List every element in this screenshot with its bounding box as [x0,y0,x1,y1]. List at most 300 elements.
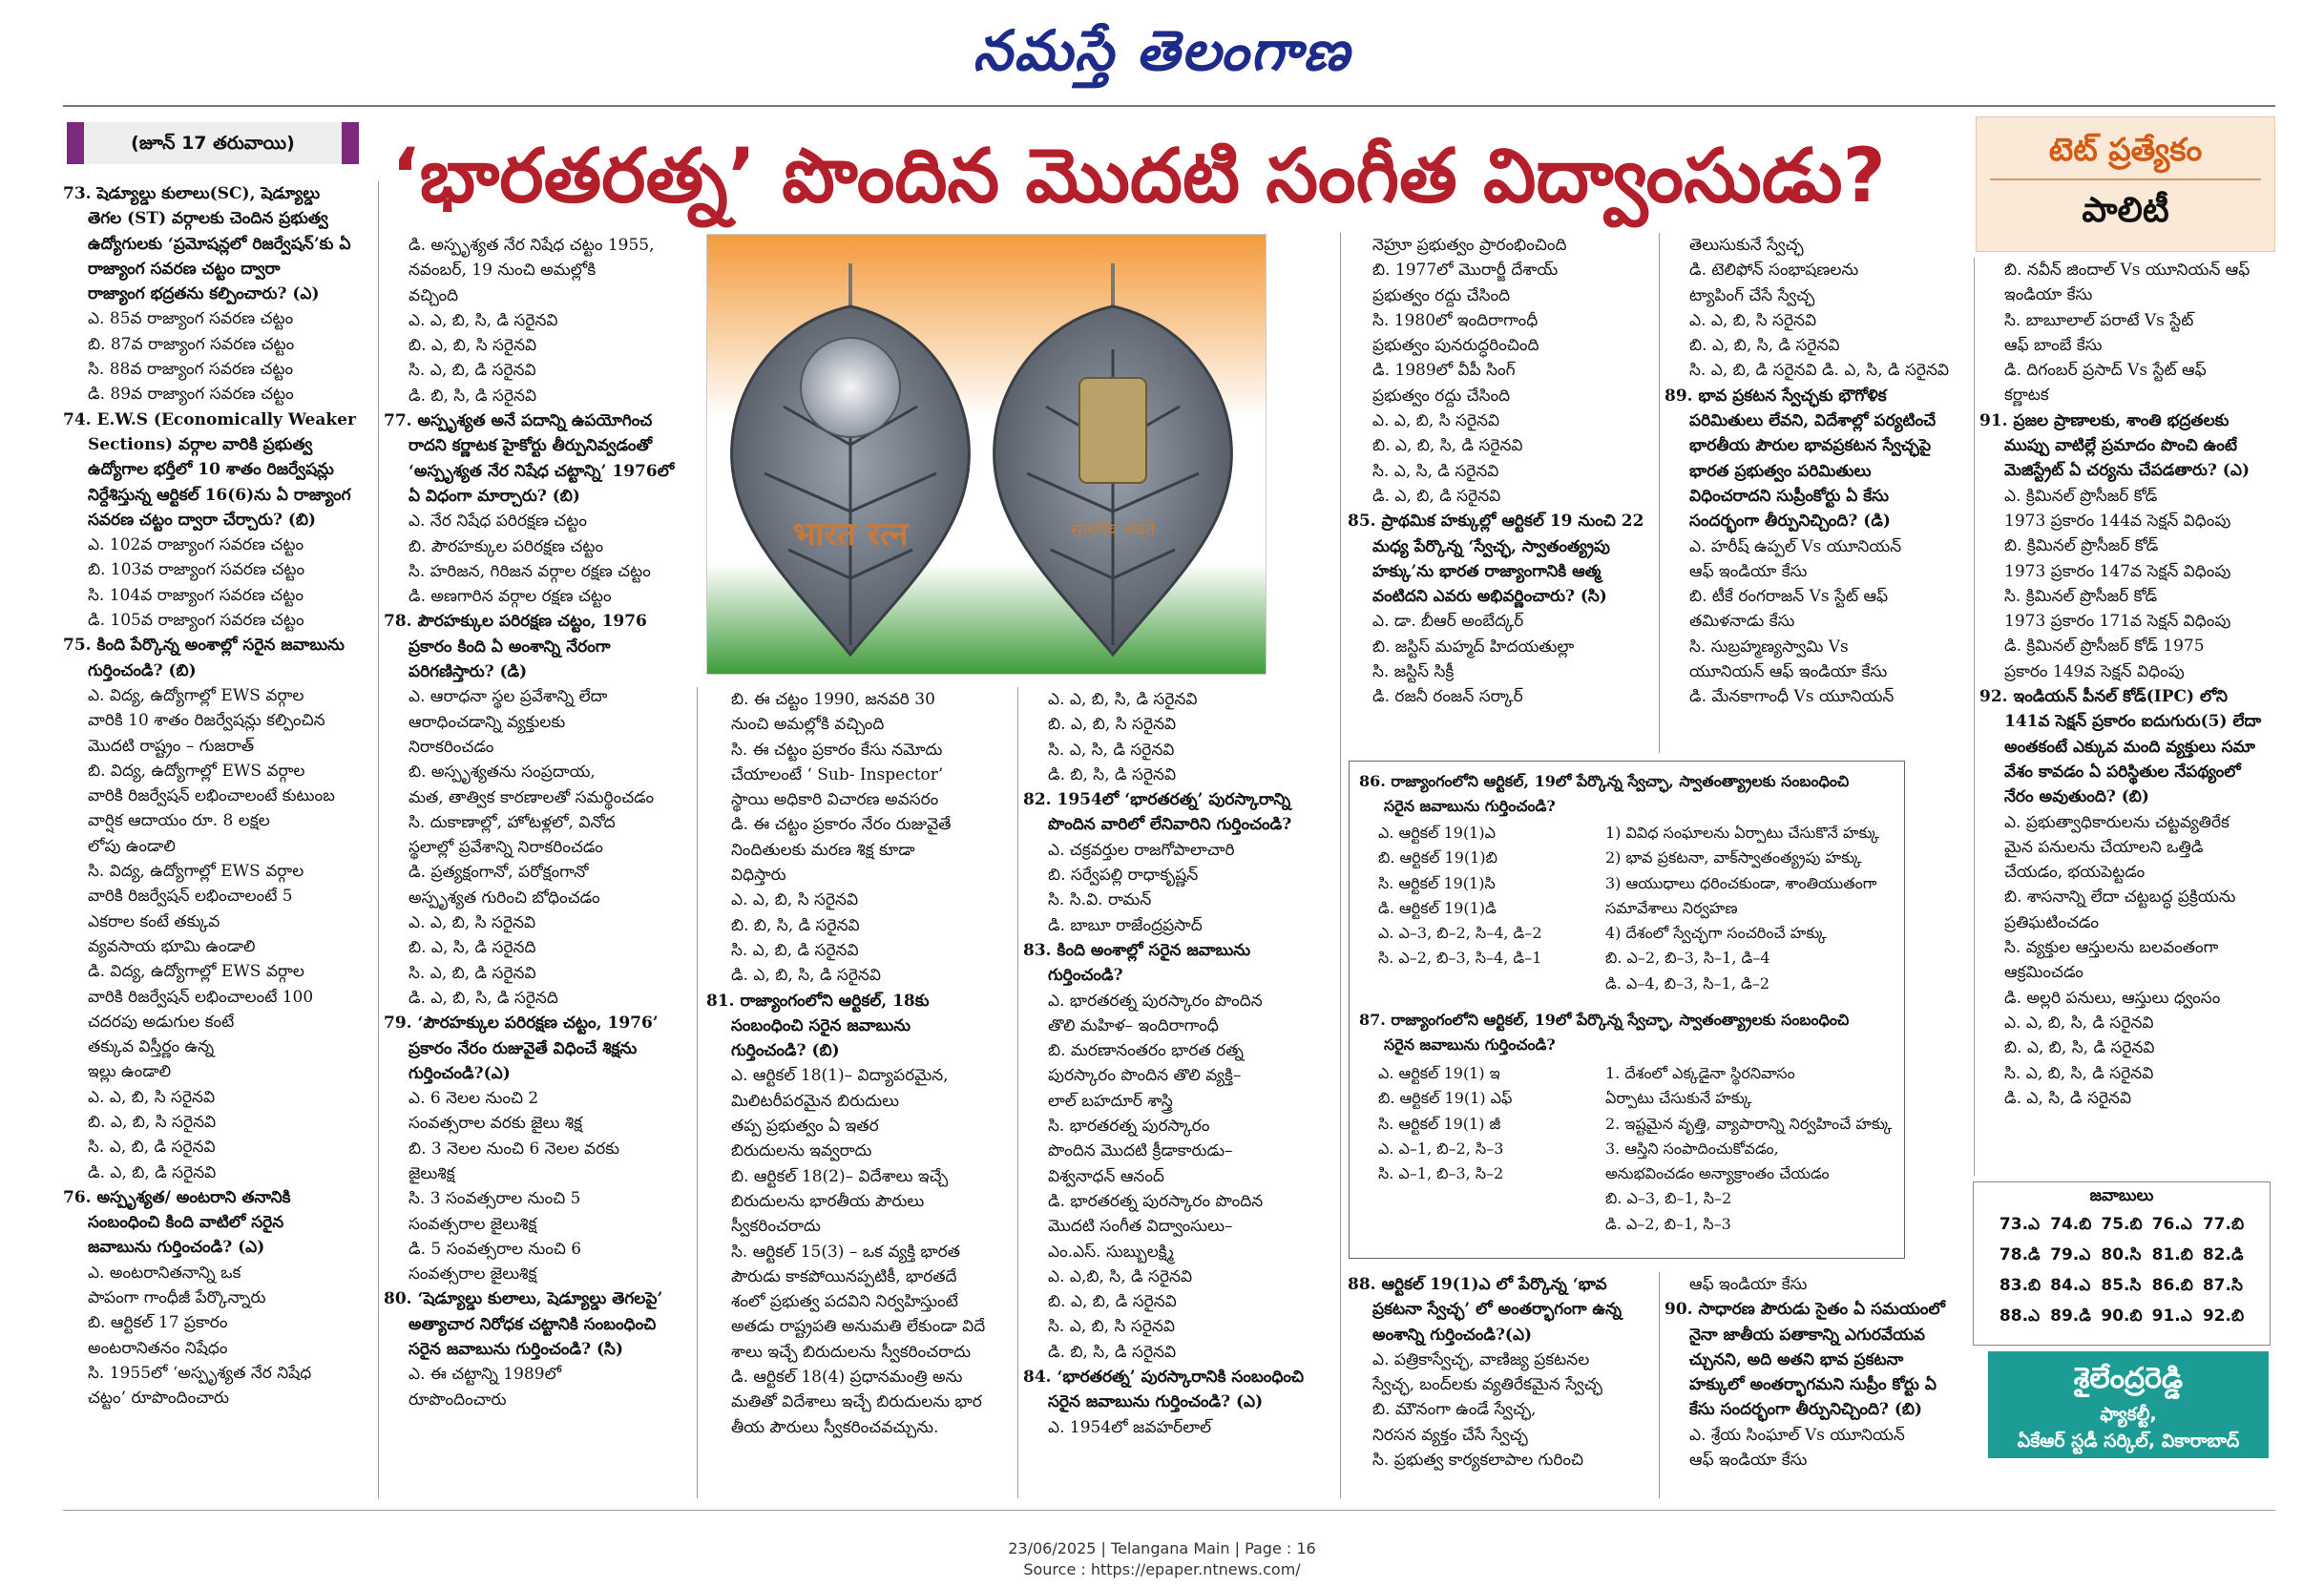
text-line: తొలి మహిళ– ఇందిరాగాంధీ [1048,1015,1219,1035]
text-line: సవరణ చట్టం ద్వారా చేర్చారు? (బి) [88,510,317,530]
text-line: 77.బి [2202,1215,2245,1234]
text-line: గుర్తించండి?(ఎ) [408,1063,511,1083]
text-line: 2. ఇష్టమైన వృత్తి, వ్యాపారాన్ని నిర్వహించే హక్కు [1605,1114,1893,1133]
masthead: నమస్తే తెలంగాణ [973,18,1351,83]
text-line: తక్కువ విస్తీర్ణం ఉన్న [88,1037,215,1057]
column-rule [1017,687,1018,1498]
text-line: బి. 3 నెలల నుంచి 6 నెలల వరకు [408,1139,620,1159]
text-line: సి. 88వ రాజ్యాంగ సవరణ చట్టం [88,360,294,380]
text-line: సి. ప్రభుత్వ కార్యకలాపాల గురించి [1372,1451,1584,1471]
text-line: నెహ్రూ ప్రభుత్వం ప్రారంభించింది [1372,236,1567,255]
text-line: 76.ఎ [2151,1215,2192,1234]
text-line: 80.సి [2101,1245,2142,1264]
text-line: మిలిటరీపరమైన బిరుదులు [731,1091,900,1111]
text-line: పౌరుడు కాకపోయినప్పటికీ, భారతదే [731,1266,957,1286]
text-line: పొందిన వారిలో లేనివారిని గుర్తించండి? [1048,815,1292,835]
text-line: డి. ఎ, బి, సి, డి సరైనది [408,988,558,1008]
text-line: బి. టీకే రంగరాజన్ Vs స్టేట్ ఆఫ్ [1689,587,1889,607]
text-line: వార్షిక ఆదాయం రూ. 8 లక్షల [88,811,270,831]
text-line: సంవత్సరాల జైలుశిక్ష [408,1214,537,1234]
text-line: బి. 1977లో మొరార్జీ దేశాయ్ [1372,261,1559,281]
continuation-badge: (జూన్ 17 తరువాయి) [67,122,359,164]
text-line: బి. సర్వేపల్లి రాధాకృష్ణన్ [1048,866,1199,886]
text-line: సంవత్సరాల జైలుశిక్ష [408,1264,537,1285]
text-line: రాజ్యాంగ భద్రతను కల్పించారు? (ఎ) [88,284,320,304]
text-line: ఎ. శ్రేయ సింఘాల్ Vs యూనియన్ [1689,1425,1905,1445]
text-line: పొందిన మొదటి క్రీడాకారుడు– [1048,1141,1233,1161]
text-line: ఎ. 85వ రాజ్యాంగ సవరణ చట్టం [88,309,294,329]
text-line: బి. క్రిమినల్ ప్రొసీజర్ కోడ్ [2004,536,2159,556]
text-line: లాల్ బహదూర్ శాస్త్రి [1048,1091,1173,1111]
text-line: యూనియన్ ఆఫ్ ఇండియా కేసు [1689,662,1888,682]
text-line: ఎ. డా. బీఆర్ అంబేద్కర్ [1372,612,1524,632]
text-line: తమిళనాడు కేసు [1689,612,1795,632]
matching-questions-box [1349,761,1905,1259]
text-line: గుర్తించండి? [1048,966,1123,986]
text-line: నిరసన వ్యక్తం చేసే స్వేచ్ఛ [1372,1425,1528,1445]
answer-key [1973,1181,2271,1346]
text-line: ఆఫ్ ఇండియా కేసు [1689,1275,1808,1294]
text-line: బి. ఎ–2, బి–3, సి–1, డి–4 [1605,949,1770,968]
text-line: సి. బాబూలాల్ పరాటే Vs స్టేట్ [2004,310,2194,330]
text-line: సరైన జవాబును గుర్తించండి? (సి) [408,1340,623,1360]
text-line: డి. టెలిఫోన్ సంభాషణలను [1689,261,1859,281]
text-line: చేయాలంటే ‘ Sub- Inspector’ [731,764,944,784]
text-line: డి. ఎ, సి, డి సరైనవి [2004,1088,2132,1108]
column-3 [706,687,1014,1498]
text-line: 77. అస్పృశ్యత అనే పదాన్ని ఉపయోగించ [384,411,653,431]
special-title: టెట్ ప్రత్యేకం [2048,131,2203,168]
text-line: 73. షెడ్యూల్డు కులాలు(SC), షెడ్యూల్డు [63,184,321,203]
text-line: స్థాయి అధికారి విచారణ అవసరం [731,790,939,810]
text-line: ఏర్పాటు చేసుకునే హక్కు [1605,1089,1752,1108]
column-rule [1659,1272,1660,1498]
text-line: బి. 103వ రాజ్యాంగ సవరణ చట్టం [88,560,305,580]
text-line: 1973 ప్రకారం 171వ సెక్షన్ విధింపు [2004,612,2231,632]
text-line: 91.ఎ [2151,1306,2192,1326]
text-line: ఎ. హరీష్ ఉప్పల్ Vs యూనియన్ [1689,536,1902,556]
text-line: 3. ఆస్తిని సంపాదించుకోవడం, [1605,1139,1779,1158]
text-line: నిర్దేశిస్తున్న ఆర్టికల్ 16(6)ను ఏ రాజ్యాంగ [88,485,351,505]
text-line: 88. ఆర్టికల్ 19(1)ఎ లో పేర్కొన్న ‘భావ [1348,1275,1607,1294]
text-line: ఆక్రమించడం [2004,963,2083,983]
text-line: ముప్పు వాటిల్లే ప్రమాదం పొంచి ఉంటే [2004,436,2238,456]
text-line: ప్రభుత్వం పునరుద్ధరించింది [1372,336,1539,356]
text-line: ఎ. ఎ, బి, సి సరైనవి [88,1087,216,1107]
text-line: చేయడం, భయపెట్టడం [2004,863,2146,883]
text-line: స్వీకరించరాదు [731,1217,821,1237]
special-box [1976,116,2275,252]
text-line: బి. 87వ రాజ్యాంగ సవరణ చట్టం [88,334,295,354]
text-line: ఎ. నేర నిషేధ పరిరక్షణ చట్టం [408,512,588,532]
text-line: ప్రభుత్వం రద్దు చేసింది [1372,285,1511,305]
text-line: విధించరాదని సుప్రీంకోర్టు ఏ కేసు [1689,486,1889,506]
text-line: బి. శాసనాన్ని లేదా చట్టబద్ధ ప్రక్రియను [2004,888,2236,908]
text-line: డి. ప్రత్యక్షంగానో, పరోక్షంగానో [408,863,589,883]
text-line: సి. ఎ, బి, డి సరైనవి [408,361,536,381]
text-line: సి. 1955లో ‘అస్పృశ్యత నేర నిషేధ [88,1363,312,1383]
text-line: సందర్భంగా తీర్పునిచ్చింది? (డి) [1689,512,1891,532]
text-line: ఎ. అంటరానితనాన్ని ఒక [88,1263,241,1283]
column-6-bottom [1664,1272,1970,1498]
text-line: ప్రకారం నేరం రుజువైతే విధించే శిక్షను [408,1038,638,1058]
author-role: ఫ్యాకల్టీ, [2100,1404,2157,1425]
text-line: ఎ. విద్య, ఉద్యోగాల్లో EWS వర్గాల [88,685,304,705]
text-line: బి. ఎ, బి, సి సరైనవి [1048,715,1177,735]
text-line: బి. జస్టిస్ మహ్మద్ హిదయతుల్లా [1372,637,1575,657]
text-line: ఎ. ఎ–1, బి–2, సి–3 [1378,1139,1504,1158]
text-line: అంతకంటే ఎక్కువ మంది వ్యక్తులు సమా [2004,737,2255,757]
text-line: 2) భావ ప్రకటనా, వాక్‌స్వాతంత్య్రపు హక్కు [1605,848,1862,867]
text-line: సి. ఎ–2, బి–3, సి–4, డి–1 [1378,949,1542,968]
text-line: సి. విద్య, ఉద్యోగాల్లో EWS వర్గాల [88,862,304,882]
text-line: బి. బి, సి, డి సరైనవి [731,915,860,935]
text-line: సి. దుకాణాల్లో, హోటళ్లలో, వినోద [408,812,616,832]
answer-key-title: జవాబులు [2089,1186,2154,1205]
text-line: 84.ఎ [2050,1276,2091,1295]
text-line: తెలుసుకునే స్వేచ్ఛ [1689,236,1804,255]
text-line: సి. 1980లో ఇందిరాగాంధీ [1372,310,1539,330]
text-line: ఎ. ఎ, బి, సి సరైనవి [1689,310,1817,330]
text-line: 1. దేశంలో ఎక్కడైనా స్థిరనివాసం [1605,1064,1795,1082]
text-line: ఎ. ఎ, బి, సి, డి సరైనవి [2004,1013,2154,1033]
text-line: 78. పౌరహక్కుల పరిరక్షణ చట్టం, 1976 [384,612,647,632]
text-line: 3) ఆయుధాలు ధరించకుండా, శాంతియుతంగా [1605,873,1877,892]
text-line: సి. ఎ, బి, సి, డి సరైనవి [2004,1063,2154,1083]
text-line: 81. రాజ్యాంగంలోని ఆర్టికల్, 18కు [706,991,930,1011]
text-line: నిందితులకు మరణ శిక్ష కూడా [731,840,915,860]
bharat-ratna-medal-photo [706,234,1267,675]
text-line: ఎ. 102వ రాజ్యాంగ సవరణ చట్టం [88,535,304,555]
text-line: ఉద్యోగాల భర్తీలో 10 శాతం రిజర్వేషన్లు [88,460,334,480]
text-line: భారత ప్రభుత్వం పరిమితులు [1689,461,1872,481]
text-line: సి. ఆర్టికల్ 15(3) – ఒక వ్యక్తి భారత [731,1242,960,1262]
text-line: డి. బి, సి, డి సరైనవి [408,386,537,406]
text-line: 87.సి [2202,1276,2243,1295]
text-line: ఎ. ఎ, బి, సి, డి సరైనవి [1048,690,1198,709]
text-line: ఎ. ఎ–3, బి–2, సి–4, డి–2 [1378,924,1542,943]
text-line: విధిస్తారు [731,866,786,886]
text-line: సి. 104వ రాజ్యాంగ సవరణ చట్టం [88,585,304,605]
text-line: బి. ఆర్టికల్ 17 ప్రకారం [88,1313,228,1333]
text-line: ఎ. చక్రవర్తుల రాజగోపాలాచారి [1048,840,1235,860]
text-line: మధ్య పేర్కొన్న ‘స్వేచ్ఛ, స్వాతంత్య్రపు [1372,536,1610,556]
text-line: మతితో విదేశాలు ఇచ్చే బిరుదులను భార [731,1392,982,1412]
text-line: బి. ఆర్టికల్ 18(2)– విదేశాలు ఇచ్చే [731,1166,949,1186]
text-line: పాపంగా గాంధీజీ పేర్కొన్నారు [88,1288,266,1308]
text-line: డి. బి, సి, డి సరైనవి [1048,764,1177,784]
text-line: గుర్తించండి? (బి) [88,660,197,680]
text-line: వేశం కావడం ఏ పరిస్థితుల నేపథ్యంలో [2004,762,2241,782]
text-line: విశ్వనాధన్ ఆనంద్ [1048,1166,1164,1186]
text-line: రాజ్యాంగ సవరణ చట్టం ద్వారా [88,259,281,279]
text-line: డి. ఈ చట్టం ప్రకారం నేరం రుజువైతే [731,815,952,835]
text-line: లోపు ఉండాలి [88,836,176,856]
text-line: ట్యాపింగ్ చేసే స్వేచ్ఛ [1689,285,1815,305]
text-line: Sections) వర్గాల వారికి ప్రభుత్వ [88,434,313,454]
text-line: డి. క్రిమినల్ ప్రొసీజర్ కోడ్ 1975 [2004,637,2205,657]
text-line: సంబంధించి కింది వాటిలో సరైన [88,1213,284,1233]
author-box [1988,1351,2269,1458]
text-line: రూపొందించారు [408,1390,507,1410]
text-line: అంటరానితనం నిషేధం [88,1338,228,1358]
text-line: ఎ. ఈ చట్టాన్ని 1989లో [408,1365,562,1385]
special-subject: పాలిటీ [2082,191,2169,230]
text-line: డి. ఎ, బి, డి సరైనవి [1372,486,1501,506]
text-line: సంబంధించి సరైన జవాబును [731,1015,911,1035]
text-line: పురస్కారం పొందిన తొలి వ్యక్తి– [1048,1066,1242,1086]
text-line: ఎ. ఎ, బి, సి సరైనవి [1372,411,1500,431]
text-line: ఇండియా కేసు [2004,285,2093,305]
column-4 [1023,687,1338,1498]
text-line: సి. ఎ–1, బి–3, సి–2 [1378,1164,1504,1183]
text-line: నిరాకరించడం [408,737,494,757]
q86-heading [1359,769,1895,823]
text-line: ఉద్యోగులకు ‘ప్రమోషన్లలో రిజర్వేషన్’కు ఏ [88,234,351,254]
column-rule [1659,233,1660,753]
column-5-bottom [1348,1272,1653,1498]
text-line: చదరపు అడుగుల కంటే [88,1012,235,1032]
text-line: వారికి రిజర్వేషన్ లభించాలంటే కుటుంబ [88,786,335,806]
text-line: వ్యవసాయ భూమి ఉండాలి [88,936,256,956]
text-line: 86. రాజ్యాంగంలోని ఆర్టికల్, 19లో పేర్కొన్న స్వేచ్ఛా, స్వాతంత్య్రాలకు సంబంధించి [1359,772,1850,790]
author-org: ఏకేఆర్ స్టడీ సర్కిల్, వికారాబాద్ [2017,1431,2240,1452]
text-line: 92.బి [2202,1306,2245,1326]
text-line: హక్కు’ను భారత రాజ్యాంగానికి ఆత్మ [1372,561,1602,581]
text-line: జవాబును గుర్తించండి? (ఎ) [88,1238,265,1258]
text-line: సి. భారతరత్న పురస్కారం [1048,1117,1210,1137]
text-line: బి. ఆర్టికల్ 19(1) ఎఫ్ [1378,1089,1513,1108]
text-line: 92. ఇండియన్ పీనల్ కోడ్(IPC) లోని [1979,687,2228,707]
medal-illustration [707,235,1266,674]
text-line: నవంబర్, 19 నుంచి అమల్లోకి [408,261,597,281]
text-line: డి. 89వ రాజ్యాంగ సవరణ చట్టం [88,385,294,405]
text-line: సి. వ్యక్తుల ఆస్తులను బలవంతంగా [2004,938,2219,958]
text-line: ప్రకారం కింది ఏ అంశాన్ని నేరంగా [408,637,611,657]
text-line: సి. ఎ, సి, డి సరైనవి [1372,461,1499,481]
text-line: గుర్తించండి? (బి) [731,1041,840,1061]
text-line: డి. అల్లరి పనులు, ఆస్తులు ధ్వంసం [2004,988,2221,1008]
text-line: 1973 ప్రకారం 147వ సెక్షన్ విధింపు [2004,561,2231,581]
q87-left [1378,1061,1602,1247]
text-line: 90. సాధారణ పౌరుడు సైతం ఏ సమయంలో [1664,1300,1945,1320]
text-line: మెజిస్ట్రేట్ ఏ చర్యను చేపడతారు? (ఎ) [2004,461,2250,481]
text-line: ఎ. ఎ, బి, సి సరైనవి [408,913,536,933]
text-line: డి. ఎ–4, బి–3, సి–1, డి–2 [1605,973,1770,992]
text-line: ఎ. పత్రికాస్వేచ్ఛ, వాణిజ్య ప్రకటనల [1372,1349,1590,1369]
text-line: ఎ. 6 నెలల నుంచి 2 [408,1089,539,1109]
column-1 [63,181,370,1498]
q86-left [1378,821,1602,1002]
text-line: నుంచి అమల్లోకి వచ్చింది [731,715,885,735]
column-rule [378,181,379,1498]
text-line: శంలో ప్రభుత్వ పదవిని నిర్వహిస్తుంటే [731,1292,958,1312]
text-line: 78.డి [1999,1245,2041,1264]
text-line: బి. విద్య, ఉద్యోగాల్లో EWS వర్గాల [88,761,305,781]
q87-heading [1359,1008,1895,1061]
text-line: అస్పృశ్యత గురించి బోధించడం [408,888,600,908]
text-line: అంశాన్ని గుర్తించండి?(ఎ) [1372,1325,1533,1345]
text-line: ఆరాధించడాన్ని వ్యక్తులకు [408,712,566,732]
text-line: సి. సి.వి. రామన్ [1048,890,1152,910]
text-line: వారికి రిజర్వేషన్ లభించాలంటే 5 [88,887,293,907]
text-line: ఎ. ఆర్టికల్ 18(1)– విద్యాపరమైన, [731,1066,949,1086]
text-line: 90.బి [2101,1306,2143,1326]
text-line: డి. బి, సి, డి సరైనవి [1048,1342,1177,1362]
text-line: సి. ఆర్టికల్ 19(1)సి [1378,873,1496,892]
text-line: ఎ. క్రిమినల్ ప్రొసీజర్ కోడ్ [2004,486,2158,506]
text-line: డి. ఆర్టికల్ 18(4) ప్రధానమంత్రి అను [731,1368,963,1388]
text-line: ఆఫ్ బాంబే కేసు [2004,335,2103,355]
text-line: మత, తాత్విక కారణాలతో సమర్థించడం [408,787,655,807]
text-line: సి. ఎ, బి, డి సరైనవి [408,963,536,983]
medal-right-text: सत्यमेव जयते [1070,520,1156,540]
text-line: ఎ. భారతరత్న పురస్కారం పొందిన [1048,991,1263,1011]
text-line: బి. ఎ–3, బి–1, సి–2 [1605,1189,1732,1208]
text-line: బి. ఎ, బి, సి సరైనవి [88,1112,217,1132]
text-line: డి. 5 సంవత్సరాల నుంచి 6 [408,1239,582,1259]
text-line: 89.డి [2050,1306,2091,1326]
text-line: రాదని కర్ణాటక హైకోర్టు తీర్పునివ్వడంతో [408,436,653,456]
text-line: బిరుదులను ఇవ్వరాదు [731,1141,872,1161]
text-line: డి. ఎ, బి, సి, డి సరైనవి [731,966,881,986]
column-5 [1348,233,1653,753]
text-line: 79.ఎ [2050,1245,2091,1264]
text-line: సరైన జవాబును గుర్తించండి? [1384,1035,1556,1055]
text-line: డి. భారతరత్న పురస్కారం పొందిన [1048,1191,1264,1211]
text-line: 87. రాజ్యాంగంలోని ఆర్టికల్, 19లో పేర్కొన్న స్వేచ్ఛా, స్వాతంత్య్రాలకు సంబంధించి [1359,1011,1850,1029]
text-line: సరైన జవాబును గుర్తించండి? [1384,797,1556,816]
text-line: 82.డి [2202,1245,2244,1264]
emblem-icon [1079,378,1146,483]
text-line: 89. భావ ప్రకటన స్వేచ్ఛకు భౌగోళిక [1664,386,1887,406]
text-line: 81.బి [2151,1245,2193,1264]
text-line: డి. 105వ రాజ్యాంగ సవరణ చట్టం [88,611,304,631]
text-line: సరైన జవాబును గుర్తించండి? (ఎ) [1048,1392,1264,1412]
text-line: సి. ఎ, బి, డి సరైనవి [731,940,859,960]
column-rule [1340,233,1341,1498]
column-2 [384,233,691,1498]
column-rule [697,687,698,1498]
text-line: 85.సి [2101,1276,2142,1295]
text-line: బి. ఎ, సి, డి సరైనది [408,938,536,958]
text-line: డి. అస్పృశ్యత నేర నిషేధ చట్టం 1955, [408,236,655,255]
text-line: మైన పనులను చేయాలని ఒత్తిడి [2004,837,2204,857]
text-line: ఎ. ఆర్టికల్ 19(1) ఇ [1378,1064,1500,1082]
text-line: ఆఫ్ ఇండియా కేసు [1689,1451,1808,1471]
text-line: తీయ పౌరులు స్వీకరించవచ్చును. [731,1417,939,1437]
text-line: బి. అస్పృశ్యతను సంప్రదాయ, [408,763,596,783]
text-line: 74.బి [2050,1215,2092,1234]
text-line: 4) దేశంలో స్వేచ్ఛగా సంచరించే హక్కు [1605,924,1827,943]
text-line: సి. ఎ, బి, డి సరైనవి [88,1138,216,1158]
column-rule [1974,258,1975,1176]
text-line: 86.బి [2151,1276,2193,1295]
text-line: 88.ఎ [1999,1306,2041,1326]
text-line: డి. విద్య, ఉద్యోగాల్లో EWS వర్గాల [88,962,304,982]
text-line: సి. సుబ్రహ్మణ్యస్వామి Vs [1689,637,1849,657]
text-line: వారికి 10 శాతం రిజర్వేషన్లు కల్పించిన [88,711,325,731]
text-line: మొదటి సంగీత విద్వాంసులు– [1048,1217,1233,1237]
text-line: సి. ఆర్టికల్ 19(1) జీ [1378,1114,1501,1133]
text-line: తెగల (ST) వర్గాలకు చెందిన ప్రభుత్వ [88,209,328,229]
text-line: సి. ఎ, సి, డి సరైనవి [1048,740,1175,760]
text-line: బి. మౌనంగా ఉండే స్వేచ్ఛ, [1372,1400,1537,1420]
text-line: సి. ఈ చట్టం ప్రకారం కేసు నమోదు [731,740,943,760]
text-line: 80. ‘షెడ్యూల్డు కులాలు, షెడ్యూల్డు తెగలపై’ [384,1289,663,1309]
text-line: ఎ. ఆర్టికల్ 19(1)ఎ [1378,824,1496,842]
text-line: కర్ణాటక [2004,386,2049,406]
text-line: హక్కులో అంతర్భాగమని సుప్రీం కోర్టు ఏ [1689,1375,1937,1395]
text-line: బి. మరణానంతరం భారత రత్న [1048,1041,1244,1061]
text-line: చట్టం’ రూపొందించారు [88,1389,229,1409]
text-line: బి. ఎ, బి, సి, డి సరైనవి [2004,1038,2155,1058]
footer-source: Source : https://epaper.ntnews.com/ [1023,1560,1301,1578]
text-line: బిరుదులను భారతీయ పౌరులు [731,1191,925,1211]
text-line: సి. జస్టిస్ సిక్రీ [1372,662,1455,682]
text-line: సి. ఎ, బి, డి సరైనవి డి. ఎ, సి, డి సరైనవి [1689,361,1950,381]
text-line: 73.ఎ [1999,1215,2041,1234]
text-line: బి. ఎ, బి, సి సరైనవి [408,336,537,356]
text-line: 82. 1954లో ‘భారతరత్న’ పురస్కారాన్ని [1023,790,1291,810]
text-line: సి. 3 సంవత్సరాల నుంచి 5 [408,1189,581,1209]
text-line: వంటిదని ఎవరు అభివర్ణించారు? (సి) [1372,587,1607,607]
text-line: బి. ఆర్టికల్ 19(1)బి [1378,848,1497,867]
text-line: 1) వివిధ సంఘాలను ఏర్పాటు చేసుకొనే హక్కు [1605,824,1880,842]
text-line: స్థలాల్లో ప్రవేశాన్ని నిరాకరించడం [408,838,603,858]
text-line: సి. క్రిమినల్ ప్రొసీజర్ కోడ్ [2004,586,2158,606]
text-line: ఎం.ఎస్. సుబ్బులక్ష్మి [1048,1242,1174,1262]
text-line: డి. ఆర్టికల్ 19(1)డి [1378,898,1497,917]
text-line: శాలు ఇచ్చే బిరుదులను స్వీకరించరాదు [731,1342,972,1362]
text-line: తప్ప ప్రభుత్వం ఏ ఇతర [731,1117,879,1137]
text-line: 83. కింది అంశాల్లో సరైన జవాబును [1023,940,1251,960]
text-line: డి. మేనకాగాంధీ Vs యూనియన్ [1689,687,1895,707]
text-line: బి. పౌరహక్కుల పరిరక్షణ చట్టం [408,536,604,556]
bottom-divider [63,1510,2275,1511]
text-line: ‘అస్పృశ్యత నేర నిషేధ చట్టాన్ని’ 1976లో [408,461,675,481]
text-line: బి. ఈ చట్టం 1990, జనవరి 30 [731,690,935,709]
text-line: ప్రకారం 149వ సెక్షన్ విధింపు [2004,661,2185,681]
text-line: ప్రభుత్వం రద్దు చేసింది [1372,386,1511,406]
text-line: కేసు సందర్భంగా తీర్పునిచ్చింది? (బి) [1689,1400,1923,1420]
text-line: ఎ. ఎ,బి, సి, డి సరైనవి [1048,1266,1193,1286]
text-line: బి. ఎ, బి, సి, డి సరైనవి [1372,436,1523,456]
text-line: 76. అస్పృశ్యత/ అంటరాని తనానికి [63,1187,291,1207]
text-line: పరిగణిస్తారు? (డి) [408,662,528,682]
text-line: 141వ సెక్షన్ ప్రకారం ఐదుగురు(5) లేదా [2004,712,2262,732]
text-line: వారికి రిజర్వేషన్ లభించాలంటే 100 [88,987,314,1007]
text-line: పరిమితులు లేవని, విదేశాల్లో పర్యటించే [1689,411,1937,431]
text-line: నేరం అవుతుంది? (బి) [2004,787,2149,807]
text-line: బి. ఎ, బి, డి సరైనవి [1048,1292,1177,1312]
q86-right [1605,821,1896,1002]
text-line: 74. E.W.S (Economically Weaker [63,409,356,429]
text-line: 85. ప్రాథమిక హక్కుల్లో ఆర్టికల్ 19 నుంచి 22 [1348,512,1644,532]
q87-right [1605,1061,1896,1247]
top-divider [63,105,2275,107]
column-6 [1664,233,1970,753]
text-line: డి. ఎ, బి, డి సరైనవి [88,1162,217,1182]
text-line: డి. అణగారిన వర్గాల రక్షణ చట్టం [408,587,612,607]
text-line: డి. దిగంబర్ ప్రసాద్ Vs స్టేట్ ఆఫ్ [2004,361,2207,381]
text-line: 91. ప్రజల ప్రాణాలకు, శాంతి భద్రతలకు [1979,410,2230,430]
text-line: సమావేశాలు నిర్వహణ [1605,898,1738,917]
text-line: 83.బి [1999,1276,2041,1295]
medal-left-text: भारत रत्न [792,515,909,554]
text-line: బి. నవీన్ జిందాల్ Vs యూనియన్ ఆఫ్ [2004,261,2251,280]
text-line: సి. ఎ, బి, సి సరైనవి [1048,1317,1175,1337]
